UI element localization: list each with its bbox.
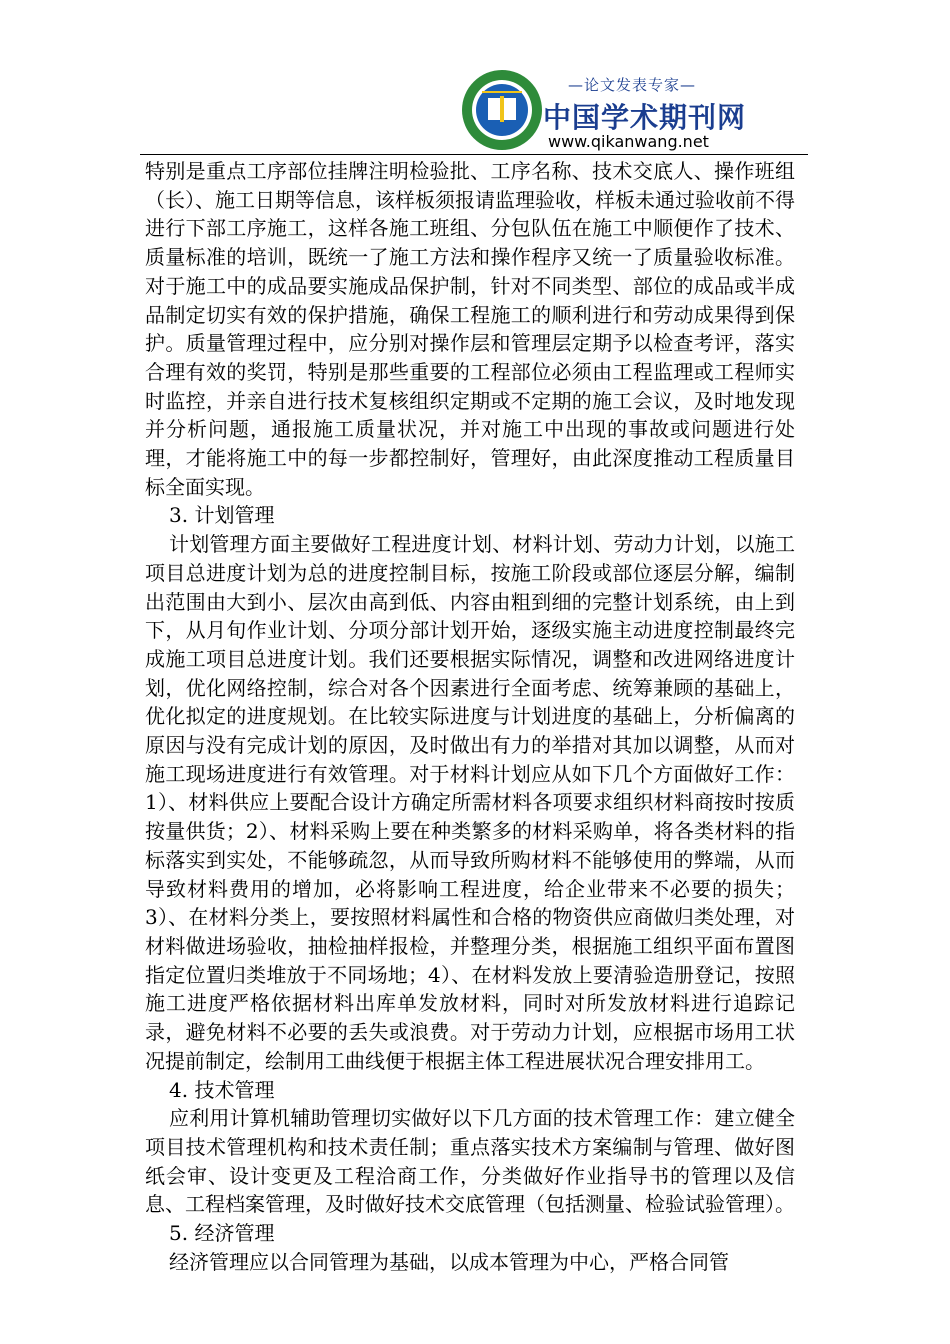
paragraph-economic: 经济管理应以合同管理为基础，以成本管理为中心，严格合同管 — [169, 1249, 729, 1274]
header-tagline: —论文发表专家— — [568, 76, 697, 94]
section-heading-planning: 3. 计划管理 — [169, 503, 275, 528]
page-header — [0, 0, 950, 156]
paragraph-planning: 计划管理方面主要做好工程进度计划、材料计划、劳动力计划，以施工项目总进度计划为总的进度控制目标，按施工阶段或部位逐层分解，编制出范围由大到小、层次由高到低、内容由粗到细的完整计划系统，由上到下，从月旬作业计划、分项分部计划开始，逐级实施主动进度控制最终完成施工项目总进度计划。我们还要根据实际情况，调整和改进网络进度计划，优化网络控制，综合对各个因素进行全面考虑、统筹兼顾的基础上，优化拟定的进度规划。在比较实际进度与计划进度的基础上，分析偏离的原因与没有完成计划的原因，及时做出有力的举措对其加以调整，从而对施工现场进度进行有效管理。对于材料计划应从如下几个方面做好工作：1）、材料供应上要配合设计方确定所需材料各项要求组织材料商按时按质按量供货；2）、材料采购上要在种类繁多的材料采购单，将各类材料的指标落实到实处，不能够疏忽，从而导致所购材料不能够使用的弊端，从而导致材料费用的增加，必将影响工程进度，给企业带来不必要的损失；3）、在材料分类上，要按照材料属性和合格的物资供应商做归类处理，对材料做进场验收，抽检抽样报检，并整理分类，根据施工组织平面布置图指定位置归类堆放于不同场地；4）、在材料发放上要清验造册登记，按照施工进度严格依据材料出库单发放材料，同时对所发放材料进行追踪记录，避免材料不必要的丢失或浪费。对于劳动力计划，应根据市场用工状况提前制定，绘制用工曲线便于根据主体工程进展状况合理安排用工。 — [145, 532, 795, 1073]
qikanwang-logo — [460, 68, 544, 152]
document-body — [145, 157, 795, 1276]
header-rule — [140, 154, 808, 155]
paragraph-technical: 应利用计算机辅助管理切实做好以下几方面的技术管理工作：建立健全项目技术管理机构和技术责任制；重点落实技术方案编制与管理、做好图纸会审、设计变更及工程洽商工作，分类做好作业指导书的管理以及信息、工程档案管理，及时做好技术交底管理（包括测量、检验试验管理）。 — [145, 1106, 795, 1217]
paragraph-quality-management: 特别是重点工序部位挂牌注明检验批、工序名称、技术交底人、操作班组（长）、施工日期等信息，该样板须报请监理验收，样板未通过验收前不得进行下部工序施工，这样各施工班组、分包队伍在施工中顺便作了技术、质量标准的培训，既统一了施工方法和操作程序又统一了质量验收标准。对于施工中的成品要实施成品保护制，针对不同类型、部位的成品或半成品制定切实有效的保护措施，确保工程施工的顺利进行和劳动成果得到保护。质量管理过程中，应分别对操作层和管理层定期予以检查考评，落实合理有效的奖罚，特别是那些重要的工程部位必须由工程监理或工程师实时监控，并亲自进行技术复核组织定期或不定期的施工会议，及时地发现并分析问题，通报施工质量状况，并对施工中出现的事故或问题进行处理，才能将施工中的每一步都控制好，管理好，由此深度推动工程质量目标全面实现。 — [145, 159, 795, 499]
brand-url: www.qikanwang.net — [548, 132, 709, 151]
section-heading-economic: 5. 经济管理 — [169, 1221, 275, 1246]
section-heading-technical: 4. 技术管理 — [169, 1077, 275, 1102]
brand-name: 中国学术期刊网 — [543, 101, 747, 134]
